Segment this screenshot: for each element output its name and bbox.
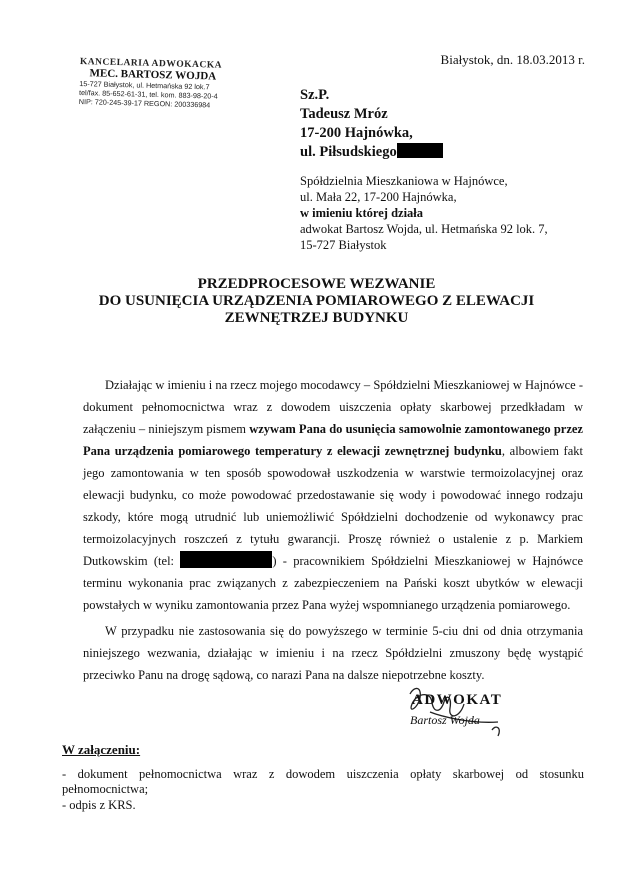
paragraph-2 xyxy=(83,620,583,686)
letter-title xyxy=(0,276,633,327)
stamp-line-5: NIP: 720-245-39-17 REGON: 200336984 xyxy=(78,96,211,110)
stamp-line-1: KANCELARIA ADWOKACKA xyxy=(79,57,223,71)
p1-text-b: , albowiem fakt jego zamontowania w ten sposób spowodował uszkodzenia w warstwie termoizolacyjnej oraz elewacji budynku, co może powodować przedostawanie się wody i powodować innego rodzaju szkody, które mogą utrudnić lub uniemożliwić Spółdzielni dochodzenie od wykonawcy prac termoizolacyjnych roszczeń z tytułu gwarancji. Proszę również o ustalenie z p. Markiem Dutkowskim (tel: xyxy=(83,444,583,568)
stamp-line-4: tel/fax. 85-652-61-31, tel. kom. 883-98-20-4 xyxy=(78,87,218,101)
title-line-2: DO USUNIĘCIA URZĄDZENIA POMIAROWEGO Z ELEWACJI xyxy=(98,293,535,309)
letter-date: Białystok, dn. 18.03.2013 r. xyxy=(440,52,585,67)
title-line-1: PRZEDPROCESOWE WEZWANIE xyxy=(197,276,436,292)
signature-title: ADWOKAT xyxy=(412,692,503,708)
attachments-heading: W załączeniu: xyxy=(62,742,141,757)
stamp-line-2: MEC. BARTOSZ WOJDA xyxy=(89,67,217,83)
signature-block xyxy=(400,684,520,742)
attachment-item-2: - odpis z KRS. xyxy=(62,798,136,812)
p2-text: W przypadku nie zastosowania się do powyższego w terminie 5-ciu dni od dnia otrzymania niniejszego wezwania, działając w imieniu i na rzecz Spółdzielni zmuszony będę wystąpić przeciwko Panu na drogę sądową, co narazi Pana na dalsze niepotrzebne koszty. xyxy=(83,624,583,682)
p1-text-a: Działając w imieniu i na rzecz mojego mocodawcy – Spółdzielni Mieszkaniowej w Hajnówce - dokument pełnomocnictwa wraz z dowodem uiszczenia opłaty skarbowej przedkładam w załączeniu – niniejszym pismem xyxy=(83,378,583,436)
title-line-3: ZEWNĘTRZEJ BUDYNKU xyxy=(224,310,409,326)
recipient-block xyxy=(300,86,443,162)
recipient-city: 17-200 Hajnówka, xyxy=(300,125,413,141)
recipient-salutation: Sz.P. xyxy=(300,87,330,103)
sender-line-4: adwokat Bartosz Wojda, ul. Hetmańska 92 lok. 7, xyxy=(300,222,548,236)
sender-line-3: w imieniu której działa xyxy=(300,206,424,220)
attachment-item-1: - dokument pełnomocnictwa wraz z dowodem uiszczenia opłaty skarbowej od stosunku pełnomocnictwa; xyxy=(62,767,584,796)
stamp-line-3: 15-727 Białystok, ul. Hetmańska 92 lok.7 xyxy=(79,78,210,92)
sender-block xyxy=(300,173,548,253)
sender-line-5: 15-727 Białystok xyxy=(300,238,387,252)
phone-redaction-bar xyxy=(180,551,272,568)
sender-line-1: Spółdzielnia Mieszkaniowa w Hajnówce, xyxy=(300,174,508,188)
p1-bold-demand: wzywam Pana do usunięcia samowolnie zamontowanego przez Pana urządzenia pomiarowego temperatury z elewacji zewnętrznej budynku xyxy=(83,422,583,458)
redaction-bar xyxy=(397,143,443,158)
paragraph-1 xyxy=(83,374,583,616)
law-office-stamp xyxy=(79,57,255,111)
recipient-name: Tadeusz Mróz xyxy=(300,106,388,122)
recipient-street: ul. Piłsudskiego xyxy=(300,144,397,160)
signature-name: Bartosz Wojda xyxy=(410,713,480,727)
p1-text-c: ) - pracownikiem Spółdzielni Mieszkaniowej w Hajnówce terminu wykonania prac związanych z zabezpieczeniem na Pański koszt ubytków w elewacji powstałych w wyniku zamontowania przez Pana wyżej wspomnianego urządzenia pomiarowego. xyxy=(83,554,583,612)
sender-line-2: ul. Mała 22, 17-200 Hajnówka, xyxy=(300,190,457,204)
recipient-street-line xyxy=(300,143,443,162)
